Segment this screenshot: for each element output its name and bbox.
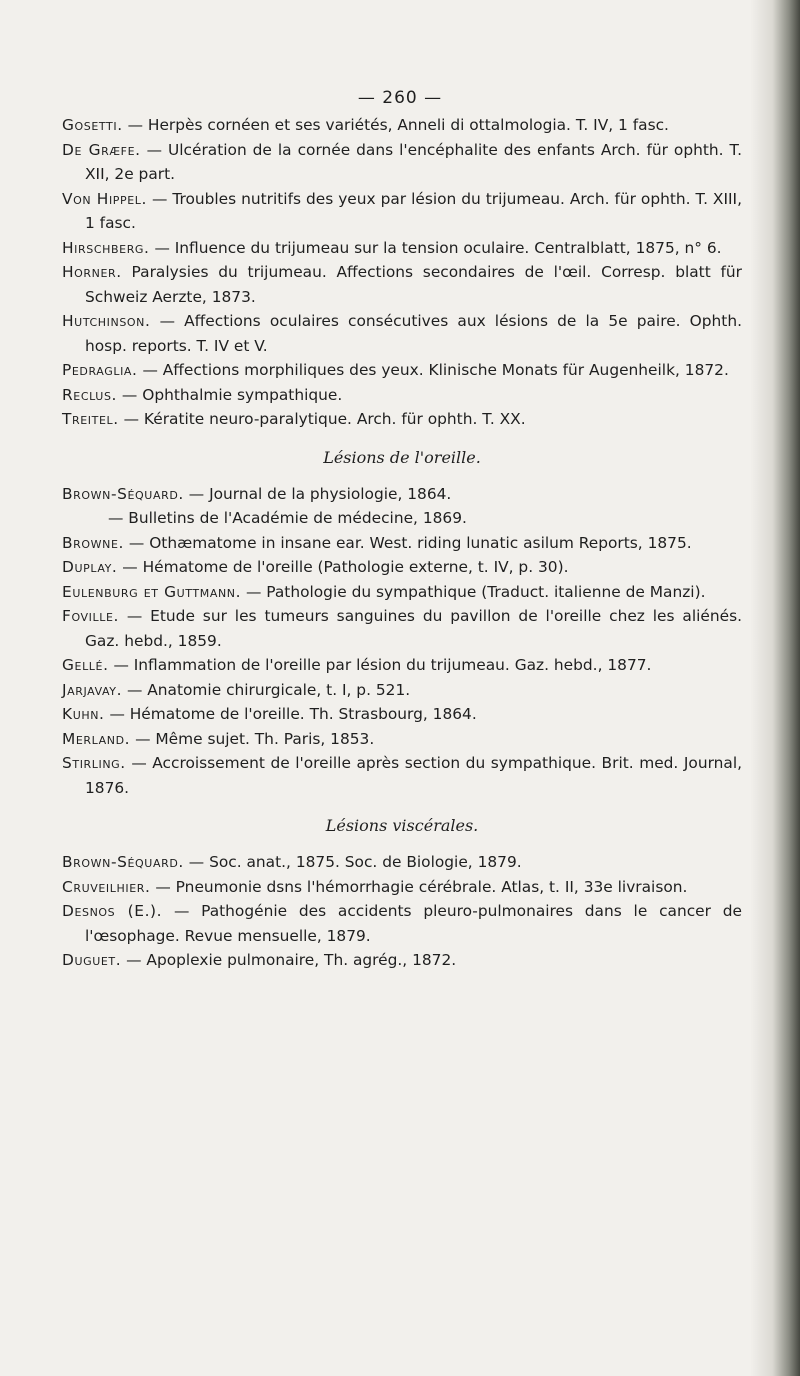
entry-author: Browne. [62,533,125,552]
entry-author: Brown-Séquard. [62,484,184,503]
entry-text: — Pathologie du sympathique (Traduct. italienne de Manzi). [241,582,706,601]
bibliography-entry [62,727,742,752]
entry-author: Reclus. [62,385,118,404]
entry-author: Jarjavay. [62,680,123,699]
entry-text: — Pathogénie des accidents pleuro-pulmonaires dans le cancer de l'œsophage. Revue mensuelle, 1879. [85,902,742,945]
bibliography-entry [62,604,742,653]
bibliography-content [62,113,742,973]
entry-text: — Apoplexie pulmonaire, Th. agrég., 1872. [121,951,457,969]
bibliography-entry [62,482,742,507]
bibliography-entry [62,187,742,236]
bibliography-entry [62,899,742,948]
bibliography-entry [62,555,742,580]
entry-text: — Accroissement de l'oreille après section du sympathique. Brit. med. Journal, 1876. [85,754,742,797]
entry-text: — Herpès cornéen et ses variétés, Anneli di ottalmologia. T. IV, 1 fasc. [122,116,669,134]
bibliography-entry [62,702,742,727]
bibliography-entry [62,850,742,875]
bibliography-entry [62,309,742,358]
entry-text: — Bulletins de l'Académie de médecine, 1869. [108,509,467,527]
entry-text: — Influence du trijumeau sur la tension oculaire. Centralblatt, 1875, n° 6. [149,238,722,257]
section-ocular [62,113,742,432]
section-heading: Lésions de l'oreille. [323,447,481,467]
bibliography-entry [62,653,742,678]
entry-author: Stirling. [62,754,126,772]
page-number: — 260 — [357,88,443,108]
entry-text: — Kératite neuro-paralytique. Arch. für ophth. T. XX. [118,410,526,428]
bibliography-entry [62,948,742,973]
entry-text: — Hématome de l'oreille. Th. Strasbourg, 1864. [104,705,477,723]
entry-text: — Etude sur les tumeurs sanguines du pavillon de l'oreille chez les aliénés. Gaz. hebd., 1859. [85,607,742,650]
entry-text: — Othæmatome in insane ear. West. riding lunatic asilum Reports, 1875. [124,533,692,552]
entry-author: Cruveilhier. [62,877,151,896]
entry-author: Hutchinson. [62,312,151,330]
entry-author: Von Hippel. [62,189,148,208]
section-heading: Lésions viscérales. [325,816,479,835]
entry-author: Pedraglia. [62,361,138,379]
entry-text: — Affections morphiliques des yeux. Klinische Monats für Augenheilk, 1872. [137,361,729,379]
section-visceral-lesions [62,814,742,973]
entry-author: Desnos (E.). [62,902,163,920]
entry-text: — Anatomie chirurgicale, t. I, p. 521. [122,680,411,699]
entry-text: — Ulcération de la cornée dans l'encéphalite des enfants Arch. für ophth. T. XII, 2e part. [85,140,742,183]
entry-text: — Hématome de l'oreille (Pathologie externe, t. IV, p. 30). [117,558,569,576]
entry-text: — Affections oculaires consécutives aux lésions de la 5e paire. Ophth. hosp. reports. T. IV et V. [85,312,742,355]
bibliography-entry [62,531,742,556]
entry-author: Kuhn. [62,705,105,723]
entry-author: Duguet. [62,951,122,969]
entry-text: — Même sujet. Th. Paris, 1853. [130,729,375,748]
entry-author: Horner. [62,263,122,281]
entry-author: Gellé. [62,656,109,674]
bibliography-entry [62,678,742,703]
entry-author: Duplay. [62,558,118,576]
entry-text: Paralysies du trijumeau. Affections secondaires de l'œil. Corresp. blatt für Schweiz Aerzte, 1873. [85,263,742,306]
section-ear-lesions [62,446,742,801]
bibliography-entry [62,260,742,309]
bibliography-entry [62,580,742,605]
entry-author: Gosetti. [62,116,123,134]
bibliography-entry [62,506,742,531]
entry-author: Hirschberg. [62,238,150,257]
entry-text: — Pneumonie dsns l'hémorrhagie cérébrale. Atlas, t. II, 33e livraison. [150,877,688,896]
bibliography-entry [62,138,742,187]
entry-author: Brown-Séquard. [62,853,184,871]
bibliography-entry [62,358,742,383]
entry-text: — Inflammation de l'oreille par lésion du trijumeau. Gaz. hebd., 1877. [108,656,652,674]
entry-author: De Græfe. [62,140,141,159]
entry-author: Merland. [62,729,131,748]
entry-text: — Ophthalmie sympathique. [117,385,343,404]
bibliography-entry [62,407,742,432]
entry-author: Foville. [62,607,119,625]
entry-text: — Soc. anat., 1875. Soc. de Biologie, 1879. [183,853,522,871]
bibliography-entry [62,751,742,800]
bibliography-entry [62,113,742,138]
entry-author: Treitel. [62,410,119,428]
bibliography-entry [62,875,742,900]
entry-text: — Troubles nutritifs des yeux par lésion du trijumeau. Arch. für ophth. T. XIII, 1 fasc. [85,189,742,232]
page-binding-edge [750,0,800,1376]
entry-text: — Journal de la physiologie, 1864. [183,484,452,503]
entry-author: Eulenburg et Guttmann. [62,582,242,601]
bibliography-entry [62,383,742,408]
bibliography-entry [62,236,742,261]
